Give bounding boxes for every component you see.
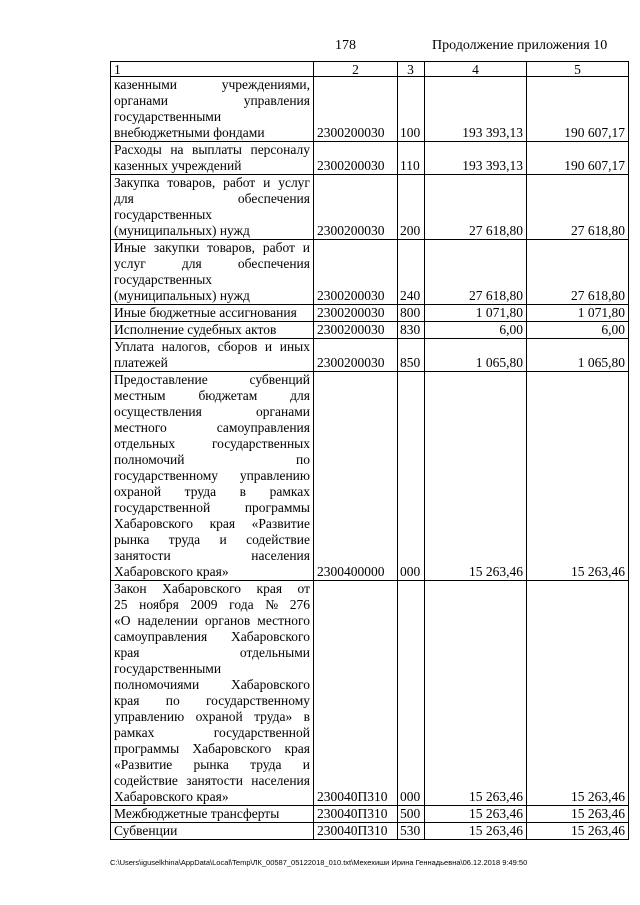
row-sum-cell: 15 263,46 bbox=[527, 372, 629, 581]
table-row bbox=[111, 240, 629, 305]
row-name-line: осуществления органами bbox=[114, 404, 310, 419]
row-name-line: органами управления bbox=[114, 93, 310, 108]
table-row bbox=[111, 806, 629, 823]
row-type-cell: 200 bbox=[398, 175, 425, 240]
row-name-line: местным бюджетам для bbox=[114, 388, 310, 403]
table-row bbox=[111, 322, 629, 339]
row-code-cell: 2300200030 bbox=[314, 77, 398, 142]
row-name-cell bbox=[111, 372, 314, 581]
row-name-line: Исполнение судебных актов bbox=[114, 322, 277, 337]
row-sum-cell: 6,00 bbox=[527, 322, 629, 339]
row-type-cell: 830 bbox=[398, 322, 425, 339]
row-name-cell bbox=[111, 339, 314, 372]
row-sum-cell: 193 393,13 bbox=[425, 142, 527, 175]
page-number: 178 bbox=[335, 38, 356, 53]
row-name-line: Хабаровского края» bbox=[114, 564, 229, 579]
row-name-line: казенных учреждений bbox=[114, 158, 242, 173]
row-name-line: платежей bbox=[114, 355, 168, 370]
continuation-note: Продолжение приложения 10 bbox=[432, 38, 608, 53]
row-type-cell: 850 bbox=[398, 339, 425, 372]
row-type-cell: 110 bbox=[398, 142, 425, 175]
row-sum-cell: 15 263,46 bbox=[425, 372, 527, 581]
file-path-footer: C:\Users\iguselkhina\AppData\Local\Temp\ЛК_00587_05122018_010.txt\Мехехиши Ирина Геннадьевна\06.12.2018 9:49:50 bbox=[110, 858, 528, 867]
row-name-line: государственными bbox=[114, 109, 222, 124]
row-name-line: «Развитие рынка труда и bbox=[114, 757, 310, 772]
row-name-line: Предоставление субвенций bbox=[114, 372, 310, 387]
row-code-cell: 2300200030 bbox=[314, 322, 398, 339]
row-name-line: Расходы на выплаты персоналу bbox=[114, 142, 310, 157]
row-name-line: «О наделении органов местного bbox=[114, 613, 310, 628]
row-sum-cell: 1 065,80 bbox=[425, 339, 527, 372]
row-name-line: Хабаровского края» bbox=[114, 789, 229, 804]
row-sum-cell: 1 065,80 bbox=[527, 339, 629, 372]
row-name-cell bbox=[111, 806, 314, 823]
row-sum-cell: 27 618,80 bbox=[425, 175, 527, 240]
table-row bbox=[111, 142, 629, 175]
row-code-cell: 230040П310 bbox=[314, 823, 398, 840]
row-name-line: содействие занятости населения bbox=[114, 773, 310, 788]
row-name-line: 25 ноября 2009 года № 276 bbox=[114, 597, 310, 612]
row-name-line: Иные закупки товаров, работ и bbox=[114, 240, 310, 255]
row-name-line: занятости населения bbox=[114, 548, 310, 563]
row-name-line: рынка труда и содействие bbox=[114, 532, 310, 547]
row-type-cell: 000 bbox=[398, 581, 425, 806]
column-header: 5 bbox=[527, 62, 629, 77]
row-name-line: отдельных государственных bbox=[114, 436, 310, 451]
row-name-line: программы Хабаровского края bbox=[114, 741, 310, 756]
table-row bbox=[111, 175, 629, 240]
row-sum-cell: 27 618,80 bbox=[527, 175, 629, 240]
row-sum-cell: 27 618,80 bbox=[527, 240, 629, 305]
row-sum-cell: 15 263,46 bbox=[527, 823, 629, 840]
row-type-cell: 000 bbox=[398, 372, 425, 581]
row-name-line: государственной программы bbox=[114, 500, 310, 515]
table-row bbox=[111, 339, 629, 372]
row-code-cell: 2300200030 bbox=[314, 240, 398, 305]
row-sum-cell: 15 263,46 bbox=[527, 581, 629, 806]
row-sum-cell: 1 071,80 bbox=[425, 305, 527, 322]
row-sum-cell: 27 618,80 bbox=[425, 240, 527, 305]
table-row bbox=[111, 372, 629, 581]
row-name-line: Закон Хабаровского края от bbox=[114, 581, 310, 596]
row-code-cell: 2300400000 bbox=[314, 372, 398, 581]
row-name-cell bbox=[111, 77, 314, 142]
row-name-line: Межбюджетные трансферты bbox=[114, 806, 280, 821]
row-name-line: государственных bbox=[114, 272, 213, 287]
row-name-line: Хабаровского края «Развитие bbox=[114, 516, 310, 531]
row-name-line: государственному управлению bbox=[114, 468, 310, 483]
row-sum-cell: 15 263,46 bbox=[527, 806, 629, 823]
column-header: 4 bbox=[425, 62, 527, 77]
budget-table bbox=[110, 61, 629, 840]
row-sum-cell: 190 607,17 bbox=[527, 142, 629, 175]
row-name-line: полномочиями Хабаровского bbox=[114, 677, 310, 692]
row-name-line: охраной труда в рамках bbox=[114, 484, 310, 499]
row-type-cell: 500 bbox=[398, 806, 425, 823]
table-header-row bbox=[111, 62, 629, 77]
row-name-cell bbox=[111, 322, 314, 339]
row-sum-cell: 190 607,17 bbox=[527, 77, 629, 142]
row-type-cell: 240 bbox=[398, 240, 425, 305]
row-code-cell: 2300200030 bbox=[314, 339, 398, 372]
row-name-line: самоуправления Хабаровского bbox=[114, 629, 310, 644]
row-name-cell bbox=[111, 581, 314, 806]
row-name-line: Уплата налогов, сборов и иных bbox=[114, 339, 310, 354]
row-type-cell: 100 bbox=[398, 77, 425, 142]
row-sum-cell: 193 393,13 bbox=[425, 77, 527, 142]
row-name-line: для обеспечения bbox=[114, 191, 310, 206]
row-name-line: услуг для обеспечения bbox=[114, 256, 310, 271]
row-name-line: Субвенции bbox=[114, 823, 178, 838]
row-name-line: государственных bbox=[114, 207, 213, 222]
table-row bbox=[111, 305, 629, 322]
row-name-line: местного самоуправления bbox=[114, 420, 310, 435]
row-code-cell: 230040П310 bbox=[314, 581, 398, 806]
table-row bbox=[111, 823, 629, 840]
row-type-cell: 530 bbox=[398, 823, 425, 840]
row-code-cell: 2300200030 bbox=[314, 175, 398, 240]
row-sum-cell: 6,00 bbox=[425, 322, 527, 339]
row-code-cell: 2300200030 bbox=[314, 305, 398, 322]
budget-table-body bbox=[111, 62, 629, 840]
row-name-line: управлению охраной труда» в bbox=[114, 709, 310, 724]
row-sum-cell: 1 071,80 bbox=[527, 305, 629, 322]
row-name-line: (муниципальных) нужд bbox=[114, 223, 250, 238]
row-name-line: казенными учреждениями, bbox=[114, 77, 310, 92]
row-name-line: края отдельными bbox=[114, 645, 310, 660]
row-code-cell: 2300200030 bbox=[314, 142, 398, 175]
row-sum-cell: 15 263,46 bbox=[425, 823, 527, 840]
row-name-line: рамках государственной bbox=[114, 725, 310, 740]
row-name-cell bbox=[111, 305, 314, 322]
row-type-cell: 800 bbox=[398, 305, 425, 322]
column-header: 1 bbox=[111, 62, 314, 77]
row-name-line: полномочий по bbox=[114, 452, 310, 467]
table-row bbox=[111, 581, 629, 806]
row-name-line: (муниципальных) нужд bbox=[114, 288, 250, 303]
row-name-cell bbox=[111, 240, 314, 305]
row-name-cell bbox=[111, 175, 314, 240]
row-name-line: края по государственному bbox=[114, 693, 310, 708]
row-name-cell bbox=[111, 823, 314, 840]
column-header: 2 bbox=[314, 62, 398, 77]
row-name-line: государственными bbox=[114, 661, 222, 676]
row-name-line: Иные бюджетные ассигнования bbox=[114, 305, 297, 320]
table-row bbox=[111, 77, 629, 142]
row-name-line: внебюджетными фондами bbox=[114, 125, 265, 140]
row-code-cell: 230040П310 bbox=[314, 806, 398, 823]
row-sum-cell: 15 263,46 bbox=[425, 581, 527, 806]
row-sum-cell: 15 263,46 bbox=[425, 806, 527, 823]
row-name-line: Закупка товаров, работ и услуг bbox=[114, 175, 310, 190]
column-header: 3 bbox=[398, 62, 425, 77]
row-name-cell bbox=[111, 142, 314, 175]
